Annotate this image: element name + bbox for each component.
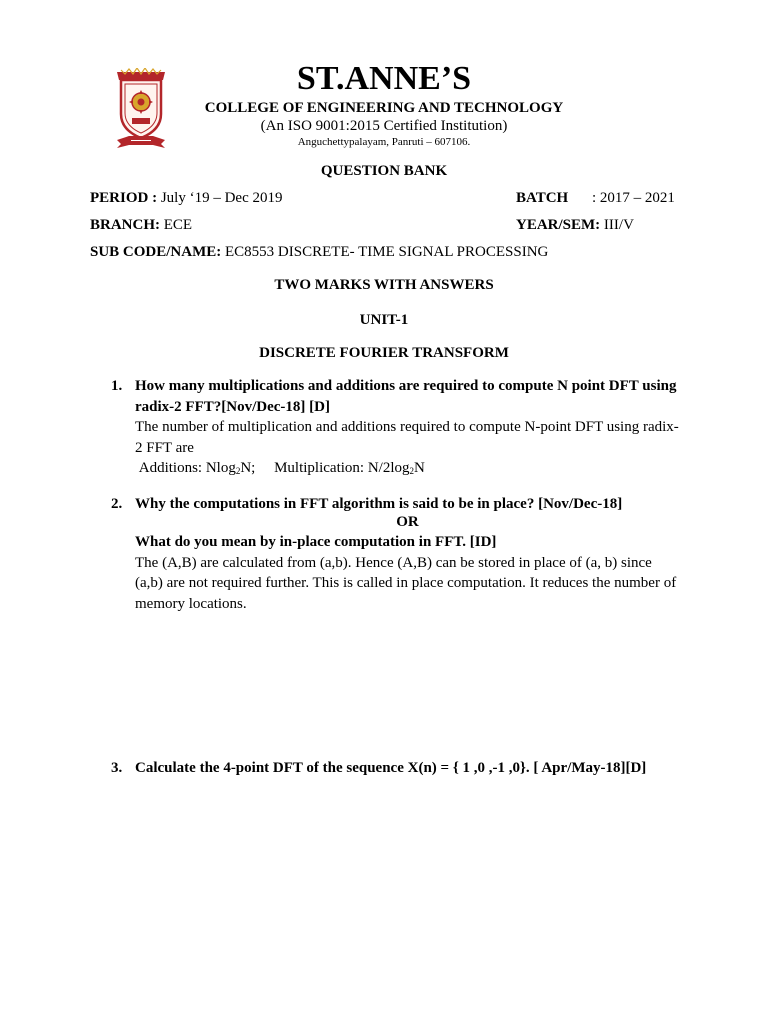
batch-value: : 2017 – 2021 (592, 190, 675, 206)
subject-label: SUB CODE/NAME: (90, 244, 222, 260)
year-sem-label: YEAR/SEM: (516, 217, 601, 233)
college-name: ST.ANNE’S (296, 60, 472, 97)
question-number: 2. (111, 496, 123, 512)
formula-multiplications: Multiplication: $N/2\log_2N$ (274, 460, 425, 476)
unit-heading: UNIT-1 (359, 312, 409, 328)
year-sem-value: III/V (600, 217, 634, 233)
batch-field (516, 189, 568, 208)
question-text: Calculate the 4-point DFT of the sequence X(n) = { 1 ,0 ,-1 ,0}. [ Apr/May-18][D] (135, 760, 647, 776)
question-number: 3. (111, 760, 123, 776)
formula-additions: Additions: Nlog$_2$N; (138, 460, 256, 476)
question-text: Why the computations in FFT algorithm is said to be in place? [Nov/Dec-18] (135, 496, 623, 512)
topic-heading: DISCRETE FOURIER TRANSFORM (259, 345, 509, 361)
subject-value: EC8553 DISCRETE- TIME SIGNAL PROCESSING (221, 244, 549, 260)
branch-field (90, 216, 192, 235)
question-item-alt (135, 532, 680, 614)
answer-text: The (A,B) are calculated from (a,b). Hence (A,B) can be stored in place of (a, b) since (a,b) are not required further. This is called in place computation. It reduces the number of memory locations. (135, 554, 677, 612)
batch-label: BATCH (516, 190, 569, 206)
question-item (135, 494, 680, 515)
certification-line: (An ISO 9001:2015 Certified Institution) (260, 118, 508, 134)
question-item (135, 376, 680, 482)
period-field (90, 189, 283, 208)
doc-type-heading: QUESTION BANK (320, 163, 448, 179)
year-sem-field (516, 216, 634, 235)
college-address: Anguchettypalayam, Panruti – 607106. (297, 136, 471, 148)
answer-formula (135, 458, 680, 482)
college-subtitle: COLLEGE OF ENGINEERING AND TECHNOLOGY (204, 100, 564, 116)
alt-question-text: What do you mean by in-place computation in FFT. [ID] (135, 534, 497, 550)
subject-field (90, 243, 548, 262)
period-label: PERIOD : (90, 190, 158, 206)
question-number: 1. (111, 378, 123, 394)
question-item (135, 758, 680, 779)
section-title: TWO MARKS WITH ANSWERS (274, 277, 494, 293)
answer-text: The number of multiplication and additions required to compute N-point DFT using radix-2 FFT are (135, 419, 679, 456)
branch-value: ECE (160, 217, 193, 233)
question-text: How many multiplications and additions are required to compute N point DFT using radix-2 FFT?[Nov/Dec-18] [D] (135, 378, 677, 415)
or-separator: OR (396, 514, 419, 530)
branch-label: BRANCH: (90, 217, 160, 233)
period-value: July ‘19 – Dec 2019 (157, 190, 283, 206)
